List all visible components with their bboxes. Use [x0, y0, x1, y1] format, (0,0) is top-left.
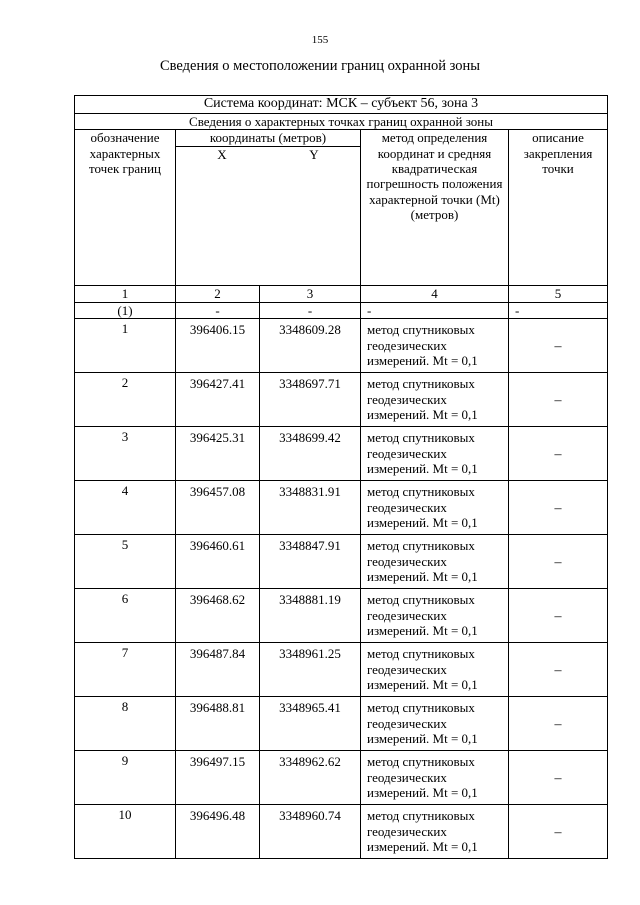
point-description: – [509, 534, 608, 588]
method-line: метод спутниковых [367, 753, 475, 769]
point-description: – [509, 750, 608, 804]
method-cell [361, 804, 509, 858]
header-description: описание закрепления точки [509, 130, 608, 286]
method-line: измерений. Mt = 0,1 [367, 515, 478, 531]
method-line: метод спутниковых [367, 699, 475, 715]
contour-label: (1) [75, 302, 176, 318]
table-row [75, 696, 608, 750]
method-cell [361, 426, 509, 480]
method-cell [361, 534, 509, 588]
method-line: метод спутниковых [367, 537, 475, 553]
table-row [75, 804, 608, 858]
point-number: 8 [75, 696, 176, 750]
contour-x: - [176, 302, 260, 318]
point-number: 7 [75, 642, 176, 696]
method-line: измерений. Mt = 0,1 [367, 785, 478, 801]
coord-x: 396457.08 [176, 480, 260, 534]
point-number: 9 [75, 750, 176, 804]
contour-row [75, 302, 608, 318]
section-caption: Сведения о характерных точках границ охранной зоны [75, 114, 608, 130]
table-row [75, 534, 608, 588]
point-description: – [509, 804, 608, 858]
point-number: 5 [75, 534, 176, 588]
column-number: 2 [176, 286, 260, 302]
method-line: измерений. Mt = 0,1 [367, 569, 478, 585]
column-number: 5 [509, 286, 608, 302]
point-description: – [509, 372, 608, 426]
coord-y: 3348965.41 [260, 696, 361, 750]
coord-x: 396425.31 [176, 426, 260, 480]
method-line: геодезических [367, 823, 447, 839]
method-cell [361, 642, 509, 696]
coordinate-system-caption: Система координат: МСК – субъект 56, зона 3 [75, 96, 608, 114]
point-number: 10 [75, 804, 176, 858]
method-cell [361, 696, 509, 750]
header-x: X [217, 146, 227, 162]
method-line: геодезических [367, 769, 447, 785]
coord-x: 396427.41 [176, 372, 260, 426]
contour-y: - [260, 302, 361, 318]
coord-y: 3348960.74 [260, 804, 361, 858]
column-number: 1 [75, 286, 176, 302]
method-line: измерений. Mt = 0,1 [367, 353, 478, 369]
coord-y: 3348609.28 [260, 318, 361, 372]
table-row [75, 480, 608, 534]
coord-x: 396468.62 [176, 588, 260, 642]
boundary-points-table [74, 95, 608, 859]
coord-y: 3348881.19 [260, 588, 361, 642]
header-point-designation: обозначение характерных точек границ [75, 130, 176, 286]
coord-y: 3348962.62 [260, 750, 361, 804]
method-line: измерений. Mt = 0,1 [367, 461, 478, 477]
column-number: 4 [361, 286, 509, 302]
table-row [75, 372, 608, 426]
coord-x: 396488.81 [176, 696, 260, 750]
method-line: метод спутниковых [367, 645, 475, 661]
coord-x: 396487.84 [176, 642, 260, 696]
method-line: геодезических [367, 337, 447, 353]
point-number: 1 [75, 318, 176, 372]
method-line: геодезических [367, 499, 447, 515]
method-line: геодезических [367, 445, 447, 461]
document-title: Сведения о местоположении границ охранной зоны [159, 58, 480, 74]
method-line: геодезических [367, 661, 447, 677]
method-cell [361, 372, 509, 426]
point-number: 4 [75, 480, 176, 534]
table-row [75, 588, 608, 642]
contour-method: - [361, 302, 509, 318]
point-description: – [509, 696, 608, 750]
coord-x: 396496.48 [176, 804, 260, 858]
method-line: измерений. Mt = 0,1 [367, 839, 478, 855]
method-line: измерений. Mt = 0,1 [367, 623, 478, 639]
table-row [75, 426, 608, 480]
method-cell [361, 480, 509, 534]
method-cell [361, 750, 509, 804]
table-row [75, 750, 608, 804]
coord-y: 3348699.42 [260, 426, 361, 480]
coord-y: 3348847.91 [260, 534, 361, 588]
method-line: метод спутниковых [367, 591, 475, 607]
point-description: – [509, 480, 608, 534]
coord-x: 396460.61 [176, 534, 260, 588]
method-line: метод спутниковых [367, 429, 475, 445]
column-numbers-row [75, 286, 608, 302]
point-number: 6 [75, 588, 176, 642]
contour-description: - [509, 302, 608, 318]
coord-y: 3348831.91 [260, 480, 361, 534]
table-row [75, 318, 608, 372]
method-line: геодезических [367, 607, 447, 623]
point-number: 3 [75, 426, 176, 480]
method-line: измерений. Mt = 0,1 [367, 407, 478, 423]
method-line: метод спутниковых [367, 375, 475, 391]
point-description: – [509, 642, 608, 696]
point-description: – [509, 318, 608, 372]
method-line: геодезических [367, 553, 447, 569]
method-line: геодезических [367, 715, 447, 731]
coord-x: 396497.15 [176, 750, 260, 804]
method-cell [361, 588, 509, 642]
method-line: геодезических [367, 391, 447, 407]
point-description: – [509, 426, 608, 480]
header-coordinates [176, 130, 361, 286]
page-number: 155 [311, 34, 329, 46]
method-line: метод спутниковых [367, 321, 475, 337]
method-line: метод спутниковых [367, 483, 475, 499]
coord-y: 3348961.25 [260, 642, 361, 696]
coord-y: 3348697.71 [260, 372, 361, 426]
point-description: – [509, 588, 608, 642]
method-line: метод спутниковых [367, 807, 475, 823]
method-cell [361, 318, 509, 372]
column-number: 3 [260, 286, 361, 302]
method-line: измерений. Mt = 0,1 [367, 731, 478, 747]
coord-x: 396406.15 [176, 318, 260, 372]
header-coordinates-label: координаты (метров) [176, 130, 361, 146]
header-y: Y [309, 146, 319, 162]
table-row [75, 642, 608, 696]
point-number: 2 [75, 372, 176, 426]
method-line: измерений. Mt = 0,1 [367, 677, 478, 693]
header-method: метод определения координат и средняя квадратическая погрешность положения характерной точки (Mt) (метров) [361, 130, 509, 286]
